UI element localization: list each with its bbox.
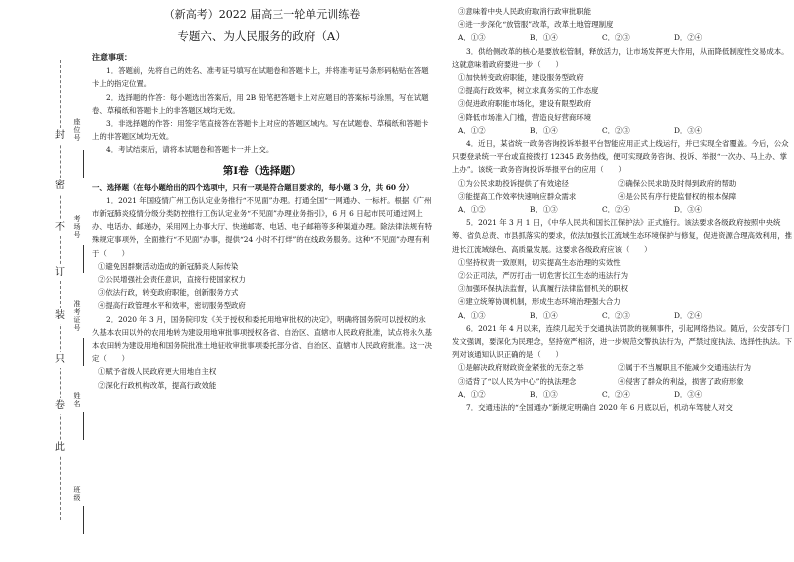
field-seat-number: 座位号 xyxy=(73,118,81,142)
question-1-option[interactable]: ①避免因群聚活动造成的新冠肺炎人际传染 xyxy=(98,261,239,271)
question-1-option[interactable]: ③依法行政，转变政府职能，创新服务方式 xyxy=(98,288,239,298)
exam-subtitle: 专题六、为人民服务的政府（A） xyxy=(177,29,347,43)
choice-d[interactable]: D．②④ xyxy=(674,310,703,320)
question-2-option[interactable]: ②深化行政机构改革，提高行政效能 xyxy=(98,380,217,390)
choice-d[interactable]: D．③④ xyxy=(674,125,703,135)
right-column xyxy=(452,5,792,414)
choice-a[interactable]: A．①② xyxy=(458,389,486,399)
field-exam-room-line[interactable] xyxy=(83,245,84,273)
question-5-stem: 5．2021 年 3 月 1 日，《中华人民共和国长江保护法》正式施行。该法要求各级政府按照中央统筹、省负总责、市县抓落实的要求，依法加强长江流域生态环境保护与修复，促进资源合理高效利用，推进长江流域绿色、高质量发展。这要求各级政府应该（ ） xyxy=(452,218,792,254)
note-item: 2．选择题的作答：每小题选出答案后，用 2B 铅笔把答题卡上对应题目的答案标号涂黑，写在试题卷、草稿纸和答题卡上的非答题区域均无效。 xyxy=(92,92,429,115)
question-2-stem: 2．2020 年 3 月，国务院印发《关于授权和委托用地审批权的决定》，明确将国务院可以授权的永久基本农田以外的农用地转为建设用地审批事项授权各省、自治区、直辖市人民政府批准，试点将永久基本农田转为建设用地和国务院批准土地征收审批事项委托部分省、自治区、直辖市人民政府批准。这一决定（ ） xyxy=(92,314,432,364)
question-3-stem: 3．供给侧改革的核心是要放松管制，释放活力，让市场发挥更大作用，从而降低制度性交易成本。这就意味着政府要进一步（ ） xyxy=(452,46,789,69)
field-class-line[interactable] xyxy=(83,506,84,534)
choice-b[interactable]: B．①④ xyxy=(530,310,558,320)
notes-heading: 注意事项： xyxy=(92,52,132,62)
question-4-choices xyxy=(452,203,792,216)
question-5-option[interactable]: ①坚持权责一致原则，切实提高生态治理的实效性 xyxy=(458,257,621,267)
choice-c[interactable]: C．②④ xyxy=(602,205,630,215)
question-5-choices xyxy=(452,309,792,322)
note-item: 1．答题前，先将自己的姓名、准考证号填写在试题卷和答题卡上，并将准考证号条形码粘贴在答题卡上的指定位置。 xyxy=(92,66,429,89)
seal-word: 卷 xyxy=(52,398,68,414)
choice-c[interactable]: C．②③ xyxy=(602,33,630,43)
question-1-option[interactable]: ②公民增强社会责任意识，直接行使国家权力 xyxy=(98,275,246,285)
exam-title: （新高考）2022 届高三一轮单元训练卷 xyxy=(163,8,361,21)
binding-strip xyxy=(0,0,86,562)
field-exam-room: 考场号 xyxy=(73,215,81,239)
question-4-options-row xyxy=(452,190,792,203)
seal-word: 封 xyxy=(52,128,68,144)
question-6-option[interactable]: ③适背了“以人民为中心”的执法理念 xyxy=(458,376,577,386)
question-4-stem: 4．近日，某省统一政务咨询投诉举报平台智能应用正式上线运行，并已实现全省覆盖。今后，公众只要登录统一平台或直接拨打 12345 政务热线，便可实现政务咨询、投诉、举报“一次办、马上办、掌上办”。该统一政务咨询投诉举报平台的应用（ ） xyxy=(452,139,789,175)
seal-word: 只 xyxy=(52,352,68,368)
section-instructions: 一、选择题（在每小题给出的四个选项中，只有一项是符合题目要求的，每小题 3 分，共 60 分） xyxy=(92,182,414,192)
left-column xyxy=(92,5,432,392)
question-1-option[interactable]: ④提高行政管理水平和效率，密切服务型政府 xyxy=(98,301,246,311)
question-3-option[interactable]: ②提高行政效率，树立求真务实的工作态度 xyxy=(458,86,599,96)
field-admission-number-line[interactable] xyxy=(83,338,84,366)
question-2-option[interactable]: ①赋予省级人民政府更大用地自主权 xyxy=(98,367,217,377)
note-item: 3．非选择题的作答：用签字笔直接答在答题卡上对应的答题区域内。写在试题卷、草稿纸和答题卡上的非答题区域均无效。 xyxy=(92,119,429,142)
choice-b[interactable]: B．①④ xyxy=(530,33,558,43)
question-6-options-row xyxy=(452,375,792,388)
field-name-line[interactable] xyxy=(83,412,84,440)
question-4-option[interactable]: ②确保公民求助及时得到政府的帮助 xyxy=(618,178,737,188)
field-name: 姓名 xyxy=(73,392,81,408)
choice-a[interactable]: A．①② xyxy=(458,125,486,135)
question-2-option[interactable]: ③意味着中央人民政府取消行政审批职能 xyxy=(458,7,592,16)
seal-word: 订 xyxy=(52,265,68,281)
seal-word: 密 xyxy=(52,178,68,194)
question-5-option[interactable]: ③加强环保执法监督，认真履行法律监督机关的职权 xyxy=(458,284,628,294)
note-item: 4．考试结束后，请将本试题卷和答题卡一并上交。 xyxy=(106,145,274,155)
choice-c[interactable]: C．②③ xyxy=(602,125,630,135)
question-6-option[interactable]: ④侵害了群众的利益，损害了政府形象 xyxy=(618,376,744,386)
choice-d[interactable]: D．③④ xyxy=(674,205,703,215)
question-7-stem: 7．交通违法的“全国通办”新规定明确自 2020 年 6 月底以后，机动车驾驶人对交 xyxy=(466,403,733,413)
question-6-stem: 6．2021 年 4 月以来，连续几起关于交通执法罚款的视频事件，引起网络热议。随后，公安部专门发文强调，要深化为民理念，坚持宽严相济，进一步规范交警执法行为，严禁过度执法、选择性执法。下列对该通知认识正确的是（ ） xyxy=(452,323,792,360)
choice-a[interactable]: A．①③ xyxy=(458,33,486,43)
question-2-choices xyxy=(452,31,792,44)
question-6-option[interactable]: ②属于不当履职且不能减少交通违法行为 xyxy=(618,363,752,373)
question-4-option[interactable]: ③能提高工作效率快速响应群众需求 xyxy=(458,191,577,201)
question-4-option[interactable]: ①为公民求助投诉提供了有效途径 xyxy=(458,178,569,188)
seal-word: 不 xyxy=(52,220,68,236)
seal-word: 装 xyxy=(52,308,68,324)
question-1-stem: 1．2021 年国疫情广州工伤认定业务推行“不见面”办理。打通全国“一网通办、一标杆。根据《广州市新冠肺炎疫情分级分类防控推行工伤认定业务“不见面”办理业务指引》，6 月 6 日起市民可通过网上办、电话办、邮递办，采用网上办事大厅、快递邮寄、电话、电子邮箱等多种渠道办理。除法律法规有特殊规定事项外，全面推行“不见面”办事，提供“24 小时不打烊”的在线政务服务。这种“不见面”办理有利于（ ） xyxy=(92,195,432,258)
choice-a[interactable]: A．①③ xyxy=(458,310,486,320)
choice-d[interactable]: D．③④ xyxy=(674,389,703,399)
question-3-option[interactable]: ③促进政府职能市场化，建设有限型政府 xyxy=(458,99,592,109)
question-5-option[interactable]: ②公正司法，严厉打击一切危害长江生态的违法行为 xyxy=(458,271,628,281)
choice-c[interactable]: C．②④ xyxy=(602,389,630,399)
question-3-option[interactable]: ④降低市场准入门槛，营造良好营商环境 xyxy=(458,112,592,122)
choice-b[interactable]: B．①③ xyxy=(530,389,558,399)
choice-c[interactable]: C．②③ xyxy=(602,310,630,320)
seal-word: 此 xyxy=(52,440,68,456)
part-one-title: 第Ⅰ卷（选择题） xyxy=(222,164,302,177)
choice-d[interactable]: D．②④ xyxy=(674,33,703,43)
question-6-choices xyxy=(452,388,792,401)
choice-b[interactable]: B．①④ xyxy=(530,125,558,135)
field-seat-number-line[interactable] xyxy=(83,150,84,178)
choice-a[interactable]: A．①② xyxy=(458,205,486,215)
choice-b[interactable]: B．①③ xyxy=(530,205,558,215)
question-2-option[interactable]: ④进一步深化“放管服”改革，改革土地管理制度 xyxy=(458,20,614,30)
question-4-options-row xyxy=(452,177,792,190)
question-5-option[interactable]: ④建立统筹协调机制，形成生态环境治理强大合力 xyxy=(458,297,621,307)
question-6-option[interactable]: ①是解决政府财政资金紧张的无奈之举 xyxy=(458,363,584,373)
field-class: 班级 xyxy=(73,486,81,502)
question-6-options-row xyxy=(452,361,792,374)
field-admission-number: 准考证号 xyxy=(73,300,81,332)
question-3-option[interactable]: ①加快转变政府职能，建设服务型政府 xyxy=(458,73,584,83)
question-4-option[interactable]: ④是公民有序行使监督权的根本保障 xyxy=(618,191,737,201)
question-3-choices xyxy=(452,124,792,137)
